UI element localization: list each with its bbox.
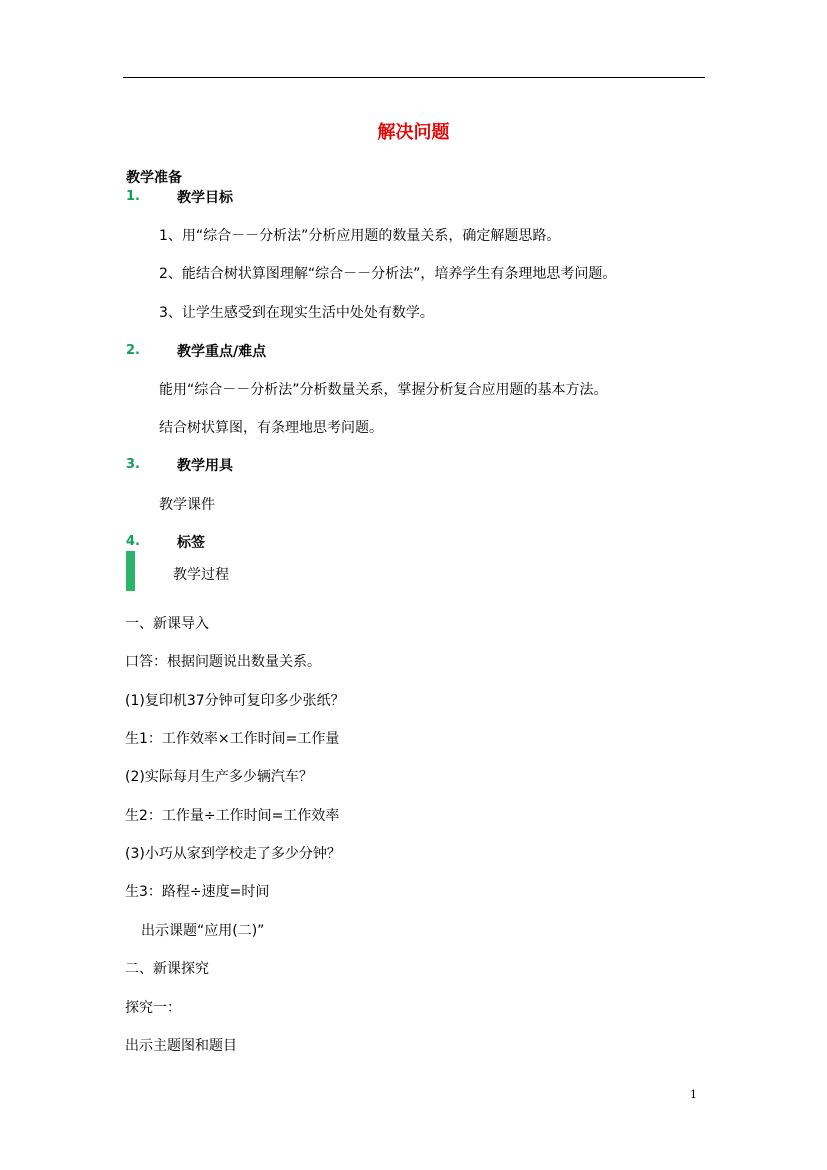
process-line: (2)实际每月生产多少辆汽车？ <box>125 769 313 785</box>
section-number: 2. <box>126 343 140 358</box>
tag-label: 教学过程 <box>173 567 229 583</box>
process-line: 一、新课导入 <box>125 616 209 632</box>
tag-bar <box>126 551 135 591</box>
process-line: 生2：工作量÷工作时间=工作效率 <box>125 808 340 824</box>
page-title: 解决问题 <box>377 122 450 143</box>
goal-item: 2、能结合树状算图理解“综合－－分析法”，培养学生有条理地思考问题。 <box>159 266 617 282</box>
header-rule <box>123 77 705 78</box>
section-number: 4. <box>126 534 140 549</box>
process-line: 出示课题“应用(二)” <box>141 923 265 939</box>
goal-item: 1、用“综合－－分析法”分析应用题的数量关系，确定解题思路。 <box>159 228 561 244</box>
section-heading: 教学重点/难点 <box>177 344 267 360</box>
key-point-item: 能用“综合－－分析法”分析数量关系，掌握分析复合应用题的基本方法。 <box>159 382 608 398</box>
section-number: 1. <box>126 189 140 204</box>
section-heading: 标签 <box>177 535 205 551</box>
process-line: 生1：工作效率×工作时间=工作量 <box>125 731 340 747</box>
tools-text: 教学课件 <box>159 497 215 513</box>
prep-heading: 教学准备 <box>126 170 182 186</box>
page-number: 1 <box>690 1088 697 1101</box>
section-heading: 教学目标 <box>177 190 233 206</box>
process-line: (1)复印机37分钟可复印多少张纸？ <box>125 693 345 709</box>
key-point-item: 结合树状算图，有条理地思考问题。 <box>159 420 383 436</box>
goal-item: 3、让学生感受到在现实生活中处处有数学。 <box>159 305 434 321</box>
process-line: (3)小巧从家到学校走了多少分钟？ <box>125 846 341 862</box>
section-heading: 教学用具 <box>177 458 233 474</box>
section-number: 3. <box>126 457 140 472</box>
process-line: 二、新课探究 <box>125 961 209 977</box>
process-line: 出示主题图和题目 <box>125 1038 237 1054</box>
process-line: 生3：路程÷速度=时间 <box>125 884 270 900</box>
process-line: 探究一： <box>125 1000 181 1016</box>
process-line: 口答：根据问题说出数量关系。 <box>125 654 321 670</box>
